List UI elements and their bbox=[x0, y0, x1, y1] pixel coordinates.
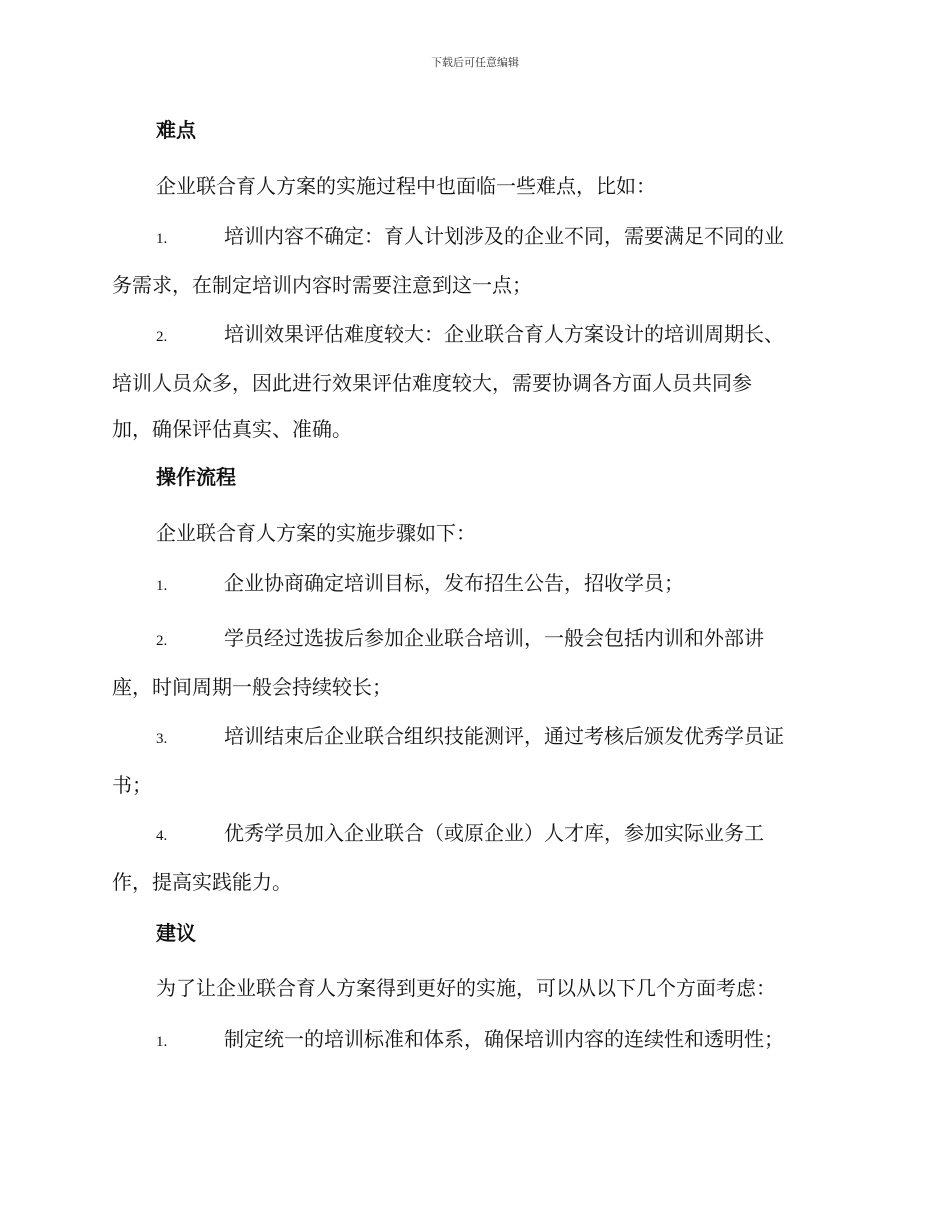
list-item-text: 企业协商确定培训目标，发布招生公告，招收学员； bbox=[224, 571, 684, 595]
list-item-text-continued: 座，时间周期一般会持续较长； bbox=[112, 675, 392, 699]
list-item-text: 培训效果评估难度较大：企业联合育人方案设计的培训周期长、 bbox=[224, 322, 784, 346]
list-number: 1. bbox=[156, 231, 168, 247]
list-item-text: 优秀学员加入企业联合（或原企业）人才库，参加实际业务工 bbox=[224, 821, 764, 845]
list-number: 3. bbox=[156, 731, 168, 747]
list-item-text: 学员经过选拔后参加企业联合培训，一般会包括内训和外部讲 bbox=[224, 626, 764, 650]
section-heading-process: 操作流程 bbox=[156, 465, 236, 489]
list-number: 1. bbox=[156, 578, 168, 594]
list-item-text: 培训结束后企业联合组织技能测评，通过考核后颁发优秀学员证 bbox=[224, 724, 784, 748]
list-number: 1. bbox=[156, 1034, 168, 1050]
list-number: 2. bbox=[156, 633, 168, 649]
list-item-text-continued: 作，提高实践能力。 bbox=[112, 870, 292, 894]
list-item-text-continued: 务需求，在制定培训内容时需要注意到这一点； bbox=[112, 273, 532, 297]
process-item-1 bbox=[112, 560, 842, 609]
section-heading-suggestions: 建议 bbox=[156, 921, 196, 945]
list-item-text: 制定统一的培训标准和体系，确保培训内容的连续性和透明性； bbox=[224, 1027, 784, 1051]
process-item-2 bbox=[112, 615, 842, 710]
process-item-4 bbox=[112, 810, 842, 905]
section-heading-difficulties: 难点 bbox=[156, 118, 196, 142]
page-header: 下载后可任意编辑 bbox=[431, 56, 519, 69]
list-item-text-continued: 书； bbox=[112, 773, 152, 797]
process-intro: 企业联合育人方案的实施步骤如下： bbox=[156, 521, 476, 545]
process-item-3 bbox=[112, 713, 842, 808]
list-number: 2. bbox=[156, 329, 168, 345]
difficulty-item-2 bbox=[112, 311, 842, 452]
difficulties-intro: 企业联合育人方案的实施过程中也面临一些难点，比如： bbox=[156, 174, 656, 198]
suggestion-item-1 bbox=[112, 1016, 842, 1065]
list-item-text-continued: 培训人员众多，因此进行效果评估难度较大，需要协调各方面人员共同参 bbox=[112, 371, 752, 395]
list-item-text-continued: 加，确保评估真实、准确。 bbox=[112, 417, 352, 441]
list-item-text: 培训内容不确定：育人计划涉及的企业不同，需要满足不同的业 bbox=[224, 224, 784, 248]
list-number: 4. bbox=[156, 828, 168, 844]
suggestions-intro: 为了让企业联合育人方案得到更好的实施，可以从以下几个方面考虑： bbox=[156, 976, 776, 1000]
difficulty-item-1 bbox=[112, 213, 842, 308]
